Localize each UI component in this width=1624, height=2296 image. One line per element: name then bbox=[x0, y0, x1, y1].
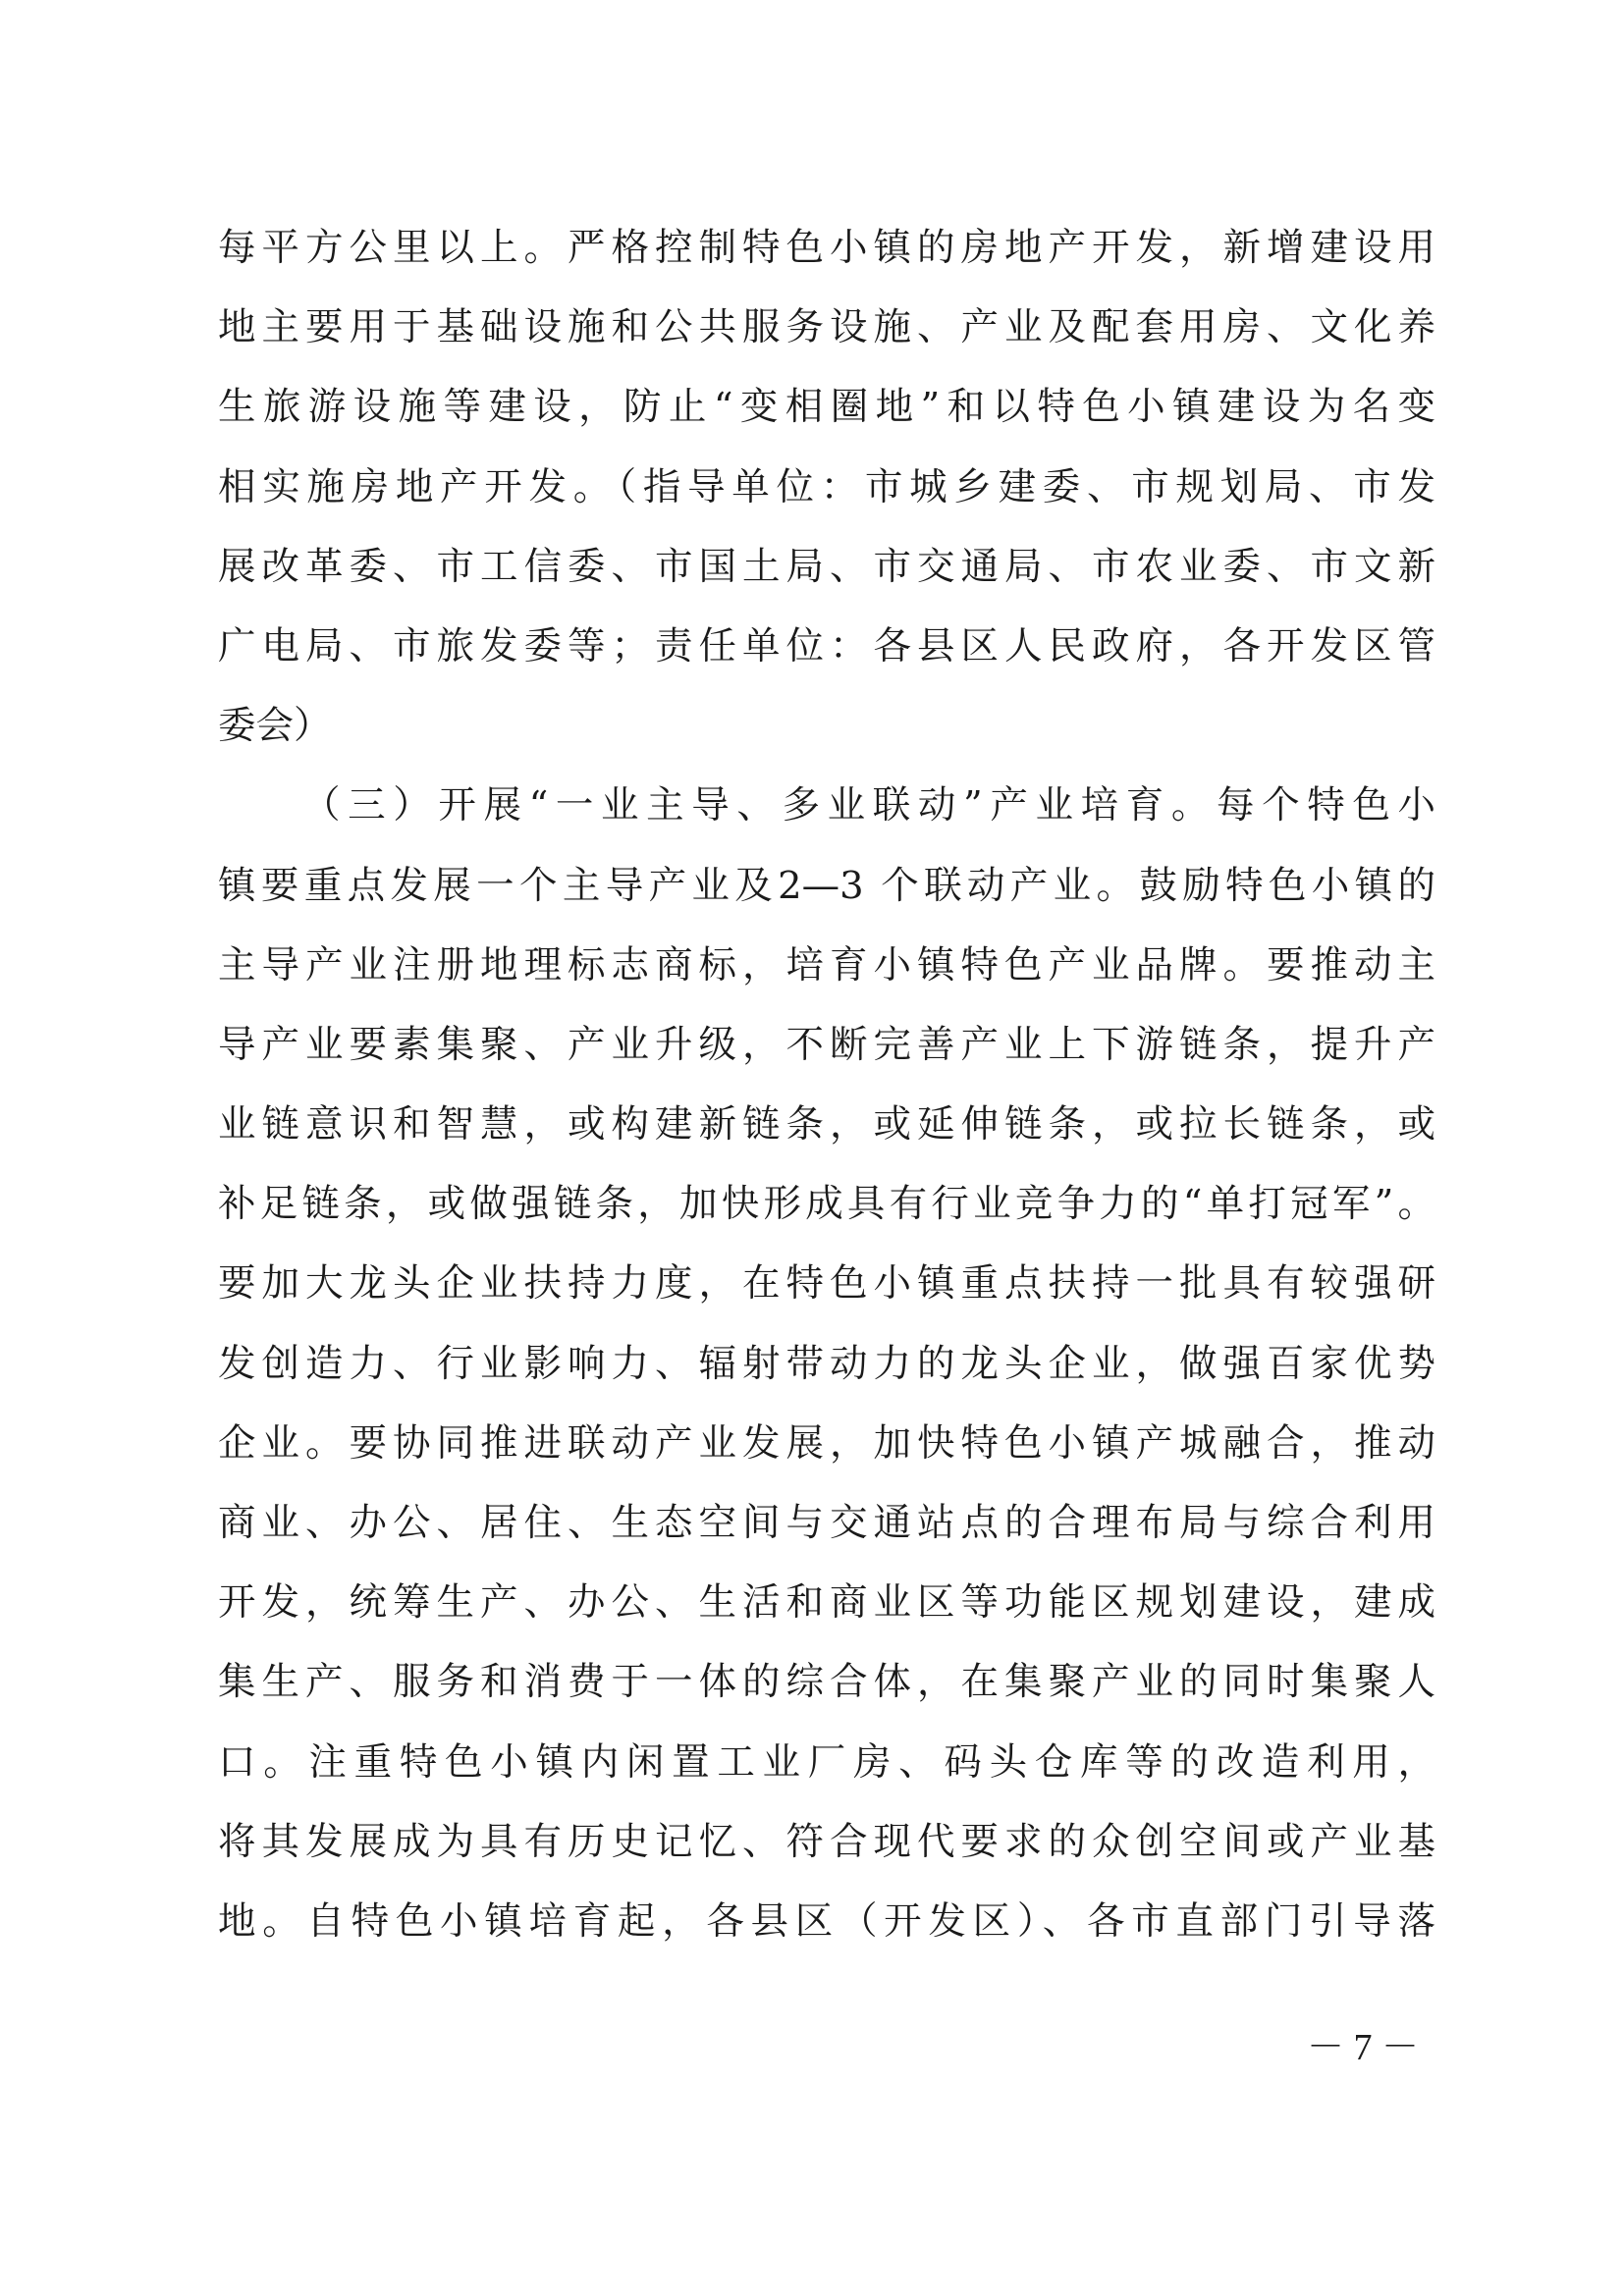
text-line: 主导产业注册地理标志商标，培育小镇特色产业品牌。要推动主 bbox=[218, 942, 1435, 988]
section-heading-line: （三）开展“一业主导、多业联动”产业培育。每个特色小 bbox=[302, 783, 1435, 828]
text-line: 展改革委、市工信委、市国土局、市交通局、市农业委、市文新 bbox=[218, 544, 1435, 589]
text-line: 要加大龙头企业扶持力度，在特色小镇重点扶持一批具有较强研 bbox=[218, 1261, 1435, 1307]
text-line: 发创造力、行业影响力、辐射带动力的龙头企业，做强百家优势 bbox=[218, 1341, 1435, 1386]
text-line: 每平方公里以上。严格控制特色小镇的房地产开发，新增建设用 bbox=[218, 226, 1435, 270]
text-line: 导产业要素集聚、产业升级，不断完善产业上下游链条，提升产 bbox=[218, 1022, 1435, 1067]
text-line: 商业、办公、居住、生态空间与交通站点的合理布局与综合利用 bbox=[218, 1501, 1435, 1545]
text-line: 将其发展成为具有历史记忆、符合现代要求的众创空间或产业基 bbox=[218, 1819, 1435, 1864]
page-number: － 7 － bbox=[1306, 2027, 1419, 2068]
text-line: 委会） bbox=[218, 704, 332, 749]
body-text bbox=[218, 208, 1435, 1961]
text-line: 开发，统筹生产、办公、生活和商业区等功能区规划建设，建成 bbox=[218, 1580, 1435, 1626]
text-line: 业链意识和智慧，或构建新链条，或延伸链条，或拉长链条，或 bbox=[218, 1102, 1435, 1148]
text-line: 企业。要协同推进联动产业发展，加快特色小镇产城融合，推动 bbox=[218, 1420, 1435, 1466]
text-line: 生旅游设施等建设，防止“变相圈地”和以特色小镇建设为名变 bbox=[218, 385, 1435, 430]
text-line: 相实施房地产开发。（指导单位：市城乡建委、市规划局、市发 bbox=[218, 464, 1435, 509]
text-line: 镇要重点发展一个主导产业及2—3 个联动产业。鼓励特色小镇的 bbox=[218, 863, 1435, 908]
text-line: 口。注重特色小镇内闲置工业厂房、码头仓库等的改造利用， bbox=[218, 1739, 1435, 1785]
text-line: 集生产、服务和消费于一体的综合体，在集聚产业的同时集聚人 bbox=[218, 1660, 1435, 1705]
text-line: 地。自特色小镇培育起，各县区（开发区）、各市直部门引导落 bbox=[218, 1898, 1435, 1944]
text-line: 广电局、市旅发委等；责任单位：各县区人民政府，各开发区管 bbox=[218, 623, 1435, 668]
text-line: 地主要用于基础设施和公共服务设施、产业及配套用房、文化养 bbox=[218, 305, 1435, 350]
text-line: 补足链条，或做强链条，加快形成具有行业竞争力的“单打冠军”。 bbox=[218, 1182, 1435, 1227]
